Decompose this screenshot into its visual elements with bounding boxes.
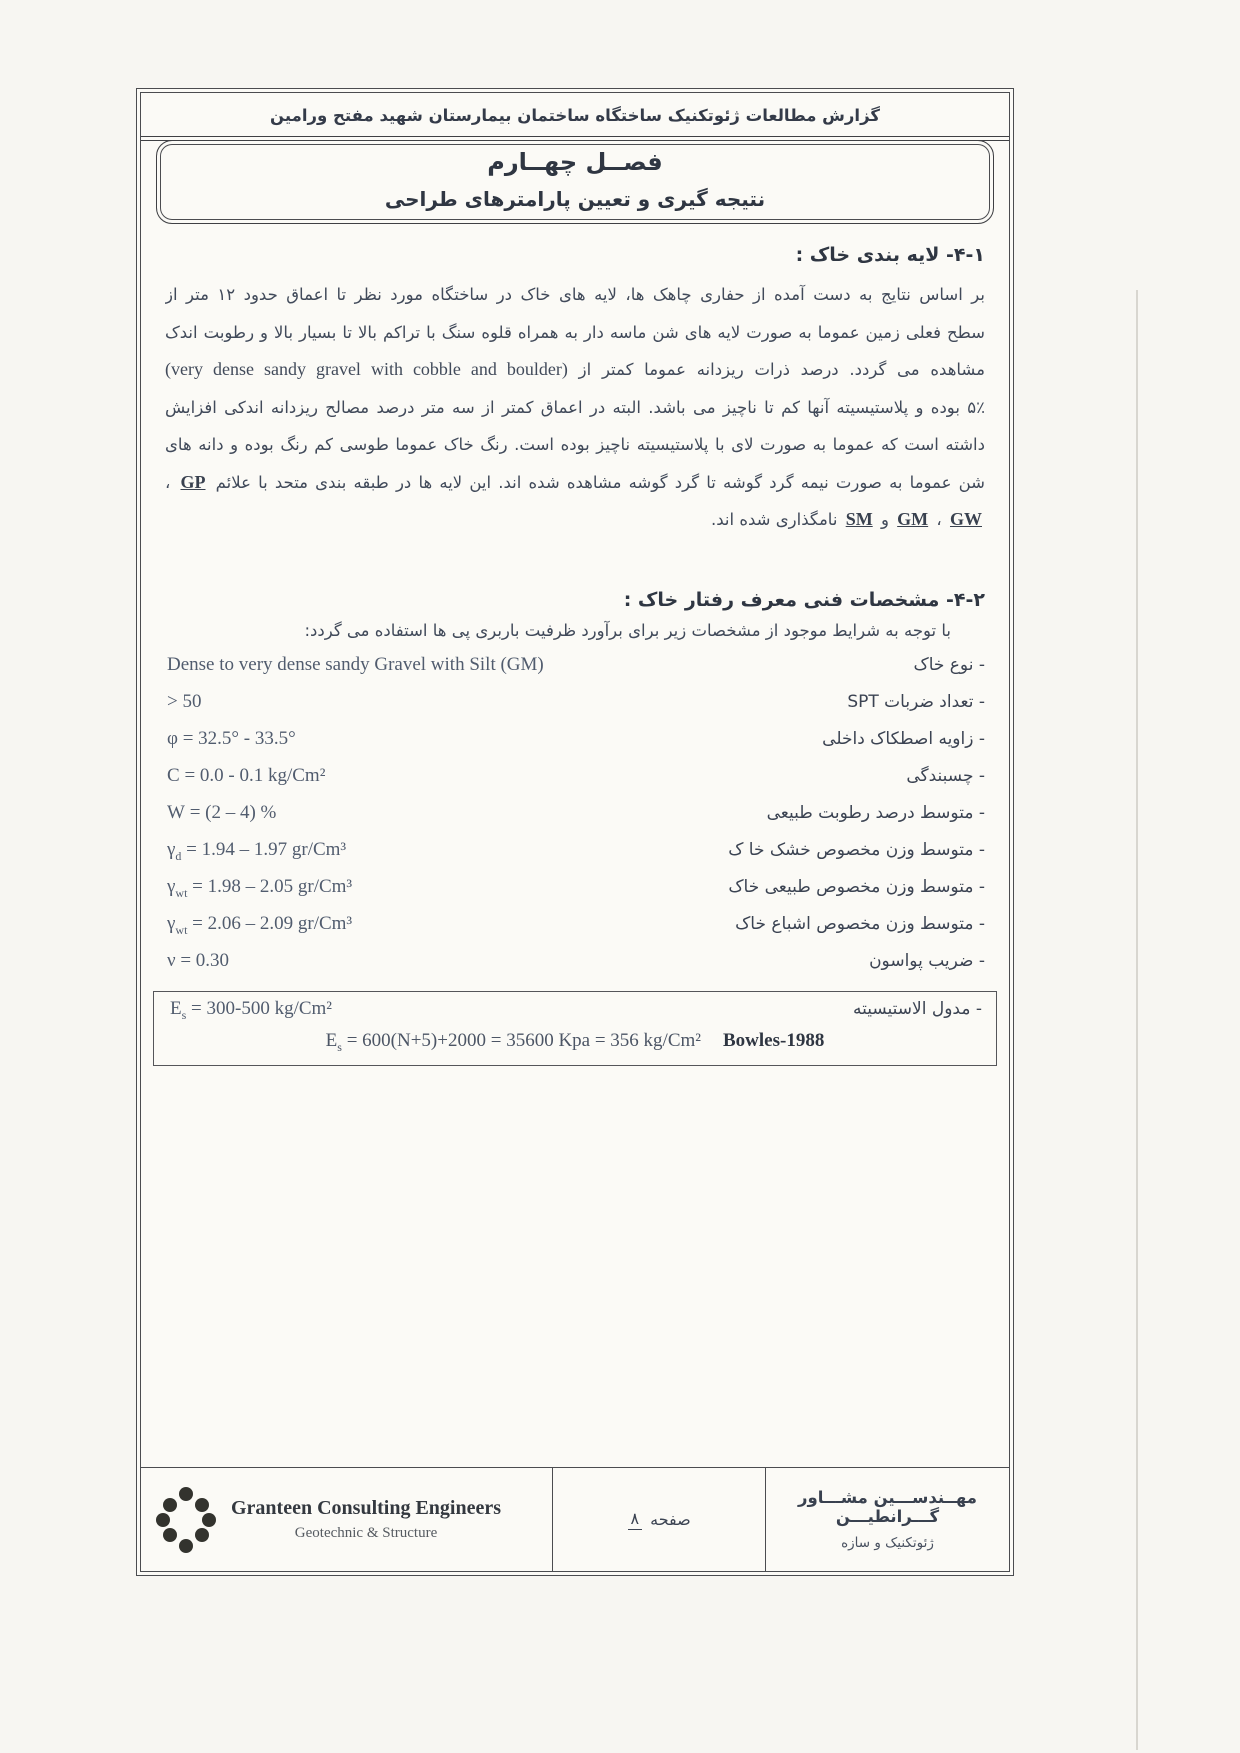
soil-layering-paragraph xyxy=(165,276,985,539)
paragraph-line xyxy=(165,464,985,502)
param-label: - تعداد ضربات SPT xyxy=(847,691,985,712)
page-content xyxy=(141,244,1009,1066)
soil-symbol-gp: GP xyxy=(180,471,206,492)
footer-page-number-cell xyxy=(553,1468,766,1571)
paragraph-text-fa: مشاهده می گردد. درصد ذرات ریزدانه عموما کمتر از xyxy=(578,360,985,379)
elasticity-formula: $E_s = 600(N+5)+2000 = 35600$ Kpa = 356 kg/Cm² Bowles-1988 xyxy=(325,1030,825,1055)
soil-symbol-gm: GM xyxy=(897,509,929,529)
paragraph-line: سطح فعلی زمین عموما به صورت لایه های شن ماسه دار به همراه قلوه سنگ با تراکم بالا تا بسیار بالا و رطوبت اندک xyxy=(165,322,985,342)
paragraph-text-fa: شن عموما به صورت نیمه گرد گوشه تا گرد گوشه مشاهده شده اند. این لایه ها در طبقه بندی متحد با علائم xyxy=(215,472,985,492)
param-row-dry-unit-weight xyxy=(165,839,985,876)
chapter-title-box xyxy=(156,140,994,224)
param-label: - نوع خاک xyxy=(913,654,985,675)
elasticity-modulus-box xyxy=(153,991,997,1067)
section-heading-soil-parameters: ۴-۲- مشخصات فنی معرف رفتار خاک : xyxy=(623,588,985,611)
footer-company-en-cell xyxy=(141,1468,553,1571)
param-row-soil-type xyxy=(165,654,985,691)
report-title: گزارش مطالعات ژئوتکنیک ساختگاه ساختمان بیمارستان شهید مفتح ورامین xyxy=(270,106,880,125)
page-border-inner xyxy=(140,92,1010,1572)
section-heading-soil-layering: ۴-۱- لایه بندی خاک : xyxy=(795,244,985,266)
parameters-list xyxy=(165,654,985,987)
paragraph-line: داشته است که عموما به صورت لای با پلاستیسیته ناچیز بوده است. رنگ خاک عموما طوسی کم رنگ بوده و دانه های xyxy=(165,435,985,454)
param-value: φ = 32.5° - 33.5° xyxy=(167,727,296,749)
param-value: $\gamma_d = 1.94 - 1.97$ gr/Cm³ xyxy=(167,838,347,863)
paragraph-line: ۵٪ بوده و پلاستیسیته آنها کم تا ناچیز می باشد. البته در اعماق کمتر از سه متر درصد مصالح ریزدانه اندکی افزایش xyxy=(165,397,985,417)
param-row-cohesion xyxy=(165,765,985,802)
param-value: Dense to very dense sandy Gravel with Silt (GM) xyxy=(167,653,544,675)
page-footer xyxy=(141,1467,1009,1571)
separator: ، xyxy=(165,472,171,492)
paragraph-line: بر اساس نتایج به دست آمده از حفاری چاهک ها، لایه های خاک در ساختگاه مورد نظر تا اعماق حدود ۱۲ متر از xyxy=(165,285,985,304)
param-value: W = (2 – 4) % xyxy=(167,801,277,823)
company-subtitle-fa: ژئوتکنیک و سازه xyxy=(841,1535,934,1551)
param-label: - متوسط وزن مخصوص خشک خا ک xyxy=(728,839,985,860)
param-label: - ضریب پواسون xyxy=(869,950,985,971)
param-label: - زاویه اصطکاک داخلی xyxy=(822,728,985,749)
param-row-natural-unit-weight xyxy=(165,876,985,913)
param-value: > 50 xyxy=(167,690,202,712)
separator: و xyxy=(880,510,889,529)
param-row-friction-angle xyxy=(165,728,985,765)
param-label: - متوسط وزن مخصوص اشباع خاک xyxy=(735,913,985,934)
param-label: - چسبندگی xyxy=(906,765,985,786)
param-value: $\gamma_{wt} = 1.98 - 2.05$ gr/Cm³ xyxy=(167,875,353,900)
english-soil-description: (very dense sandy gravel with cobble and boulder) xyxy=(165,359,568,379)
elasticity-value: $E_s = 300-500$ kg/Cm² xyxy=(170,997,333,1022)
separator: ، xyxy=(936,510,942,529)
param-label: - متوسط درصد رطوبت طبیعی xyxy=(766,802,985,823)
soil-symbol-gw: GW xyxy=(949,509,982,529)
company-subtitle-en: Geotechnic & Structure xyxy=(294,1525,438,1542)
paragraph-line xyxy=(165,501,985,539)
param-row-saturated-unit-weight xyxy=(165,913,985,950)
company-name-en: Granteen Consulting Engineers xyxy=(231,1497,502,1520)
formula-reference: Bowles-1988 xyxy=(723,1030,825,1052)
footer-company-fa-cell xyxy=(766,1468,1009,1571)
elasticity-row xyxy=(168,998,982,1023)
granteen-logo-icon xyxy=(155,1485,217,1555)
param-row-moisture xyxy=(165,802,985,839)
param-value: $\gamma_{wt} = 2.06 - 2.09$ gr/Cm³ xyxy=(167,912,353,937)
paragraph-line xyxy=(165,351,985,389)
parameters-intro: با توجه به شرایط موجود از مشخصات زیر برای برآورد ظرفیت باربری پی ها استفاده می گردد: xyxy=(304,620,951,640)
scan-artifact-line xyxy=(1136,290,1138,1750)
param-row-poisson-ratio xyxy=(165,950,985,987)
page-label: صفحه xyxy=(650,1510,691,1529)
company-name-fa: مهــندســـین مشـــاور گـــرانطیـــن xyxy=(797,1488,977,1526)
paragraph-text-fa: نامگذاری شده اند. xyxy=(711,510,838,529)
chapter-title: فصــل چهــارم xyxy=(487,148,663,176)
footer-company-en xyxy=(231,1496,501,1543)
soil-symbol-sm: SM xyxy=(845,509,873,529)
chapter-subtitle: نتیجه گیری و تعیین پارامترهای طراحی xyxy=(384,187,766,211)
param-row-spt xyxy=(165,691,985,728)
page-border-outer xyxy=(136,88,1014,1576)
param-label: - متوسط وزن مخصوص طبیعی خاک xyxy=(728,876,985,897)
page-number: ۸ xyxy=(628,1509,643,1530)
param-value: C = 0.0 - 0.1 kg/Cm² xyxy=(167,764,326,786)
param-value: ν = 0.30 xyxy=(167,949,230,971)
elasticity-label: - مدول الاستیسیته xyxy=(853,998,982,1019)
